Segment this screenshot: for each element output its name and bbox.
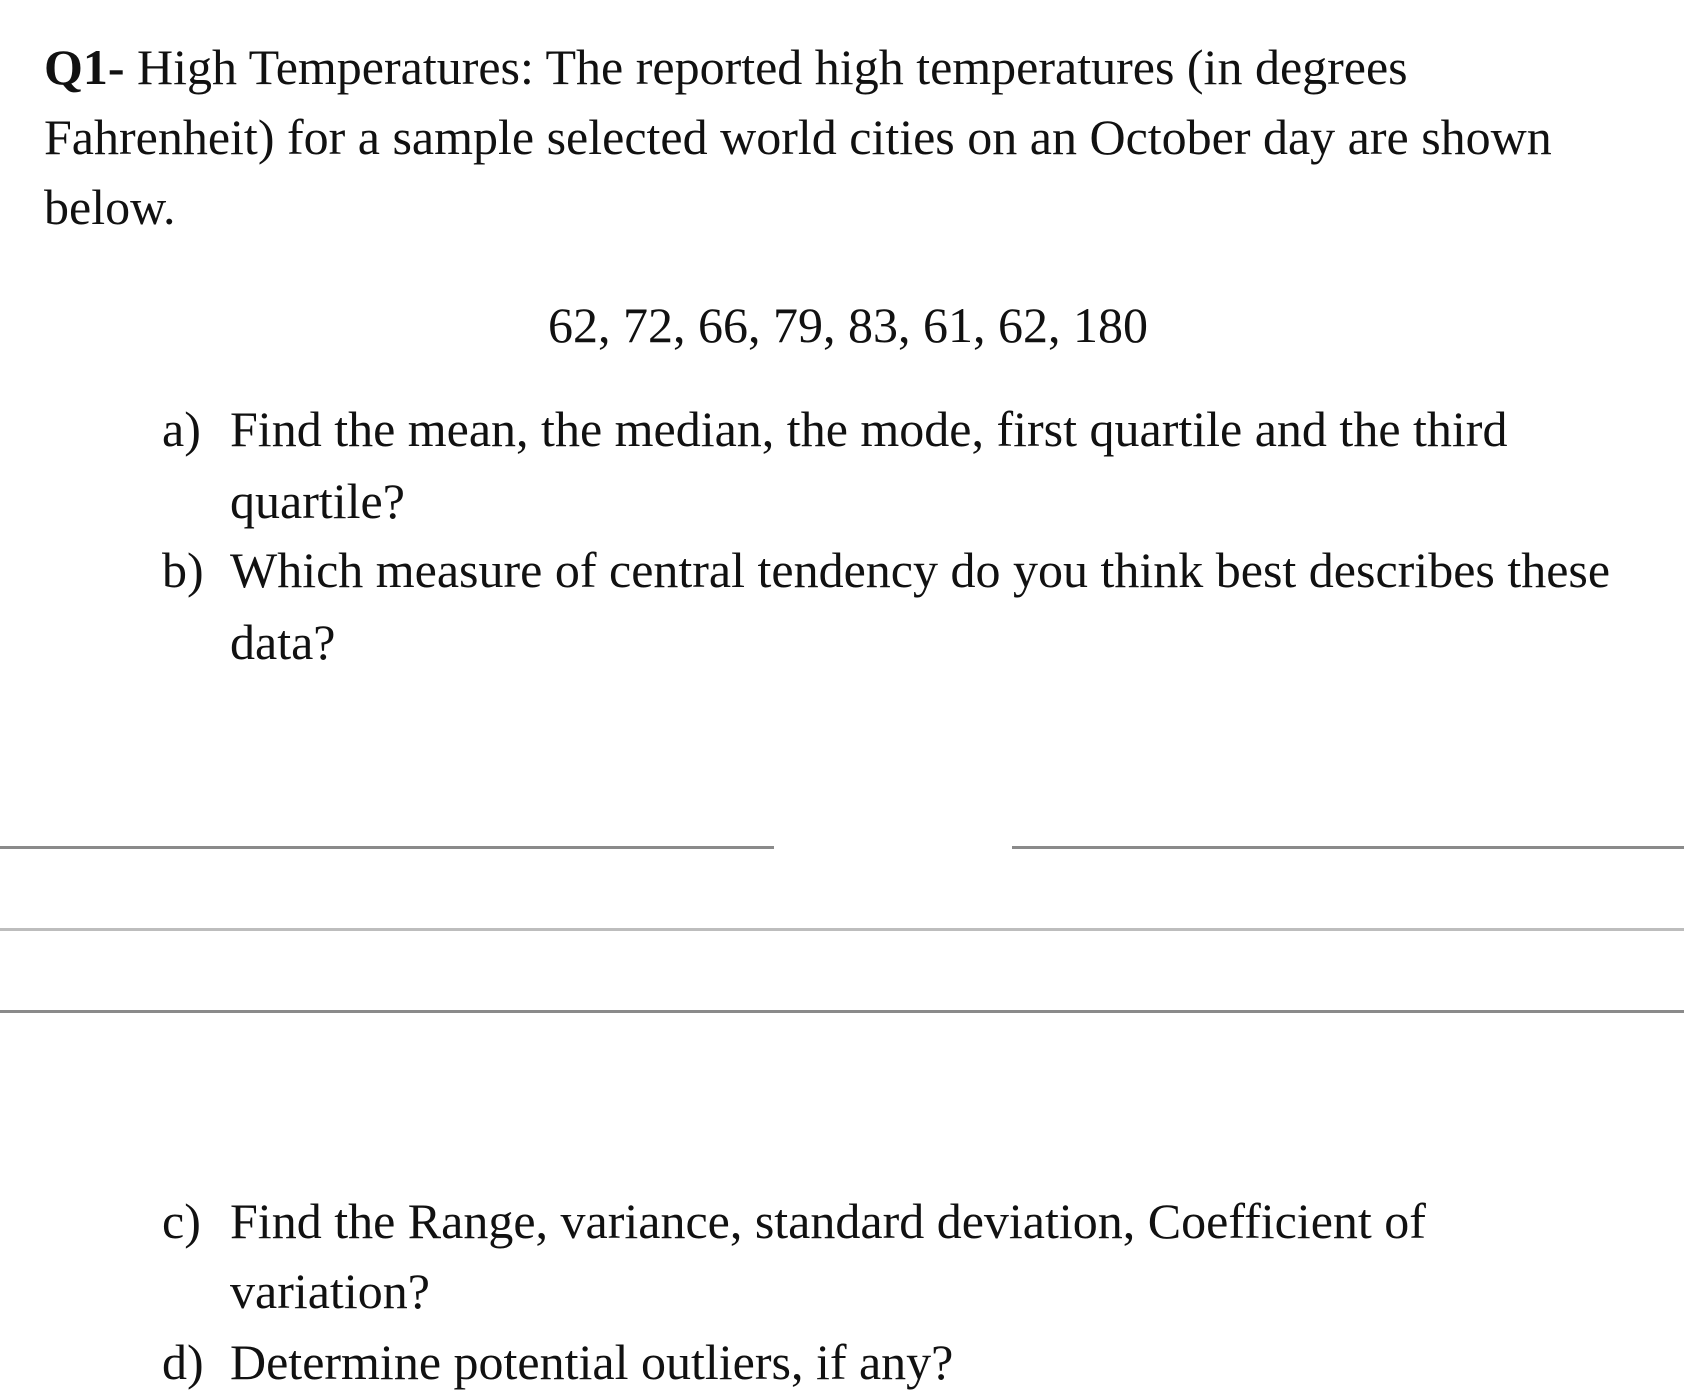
part-b-line-1: Which measure of central tendency do you think best describes these xyxy=(230,542,1611,598)
part-b-line-2: data? xyxy=(230,614,336,670)
answer-line-2 xyxy=(0,928,1684,931)
question-label: Q1- xyxy=(44,39,125,95)
part-d-label: d) xyxy=(162,1334,204,1390)
question-text-line-1: High Temperatures: The reported high temperatures (in degrees xyxy=(137,39,1408,95)
part-c-line-1: Find the Range, variance, standard deviation, Coefficient of xyxy=(230,1193,1426,1249)
answer-line-1-right xyxy=(1012,846,1684,849)
part-d-line-1: Determine potential outliers, if any? xyxy=(230,1334,954,1390)
part-c-line-2: variation? xyxy=(230,1263,430,1319)
answer-line-1-left xyxy=(0,846,774,849)
part-a-label: a) xyxy=(162,401,201,457)
part-a-line-1: Find the mean, the median, the mode, first quartile and the third xyxy=(230,401,1508,457)
part-b-label: b) xyxy=(162,542,204,598)
data-values: 62, 72, 66, 79, 83, 61, 62, 180 xyxy=(548,297,1148,353)
question-line-1 xyxy=(44,39,1408,95)
part-a-line-2: quartile? xyxy=(230,473,405,529)
answer-line-3 xyxy=(0,1010,1684,1013)
part-c-label: c) xyxy=(162,1193,201,1249)
question-text-line-2: Fahrenheit) for a sample selected world cities on an October day are shown xyxy=(44,109,1552,165)
question-text-line-3: below. xyxy=(44,179,176,235)
